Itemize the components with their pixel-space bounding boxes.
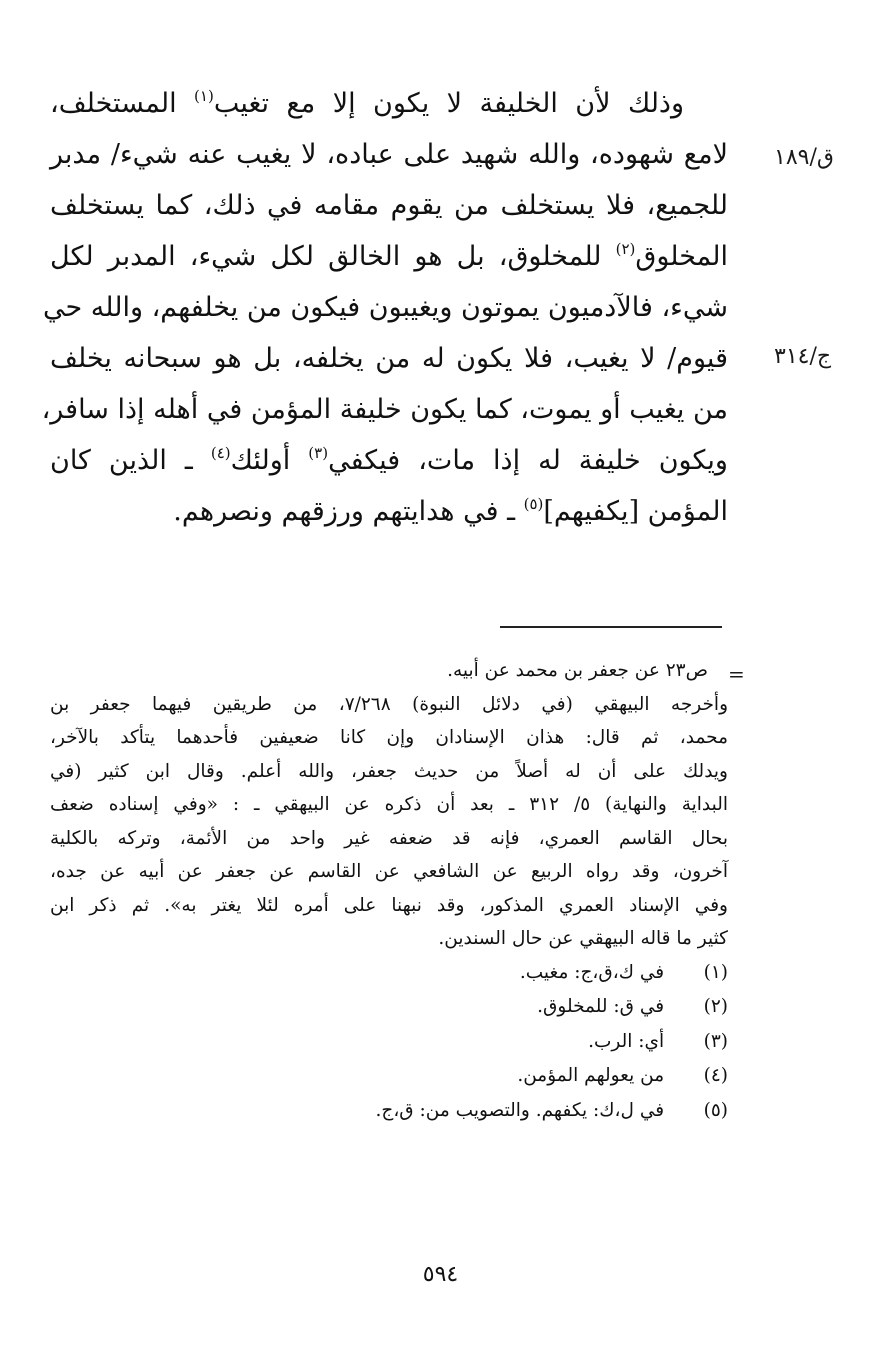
footnote-2 [50,990,728,1025]
footnote-ref-5[interactable]: (٥) [523,495,544,513]
footnote-3 [50,1025,728,1060]
footnote-text: من يعولهم المؤمن. [517,1065,665,1086]
continuation-line: ويدلك على أن له أصلاً من حديث جعفر، والله أعلم. وقال ابن كثير (في [50,760,728,782]
footnote-text: في ق: للمخلوق. [537,996,665,1017]
margin-note-manuscript-j: ج/٣١٤ [774,344,832,369]
main-line-9: المؤمن [يكفيهم]$^{(٥)}$ ـ في هدايتهم ورزقهم ونصرهم. [173,495,728,527]
main-text [41,78,728,537]
footnote-text: أي: الرب. [588,1030,665,1052]
page-number: ٥٩٤ [422,1262,459,1287]
footnote-number: (٥) [703,1099,728,1121]
footnote-ref-1[interactable]: (١) [194,87,214,105]
footnote-number: (٤) [703,1065,728,1086]
footnote-ref-2[interactable]: (٢) [615,240,636,258]
continuation-line: آخرون، وقد رواه الربيع عن الشافعي عن القاسم عن جعفر عن أبيه عن جده، [50,861,728,882]
footnote-number: (٢) [703,996,728,1017]
footnote-text: في ل،ك: يكفهم. والتصويب من: ق،ج. [375,1099,665,1121]
main-line-3: للجميع، فلا يستخلف من يقوم مقامه في ذلك، كما يستخلف [50,190,728,221]
footnote-1 [50,956,728,991]
footnote-number: (١) [703,961,728,983]
footnote-5 [50,1094,728,1129]
footnotes [50,654,728,1128]
footnote-continuation [50,654,728,956]
footnote-number: (٣) [703,1030,728,1052]
continuation-line: البداية والنهاية) ٥/ ٣١٢ ـ بعد أن ذكره عن البيهقي ـ : «وفي إسناده ضعف [50,794,728,815]
main-line-1: وذلك لأن الخليفة لا يكون إلا مع تغيب$^{(١)}$ المستخلف، [50,87,684,119]
main-line-8: ويكون خليفة له إذا مات، فيكفي$^{(٣)}$ أولئك$^{(٤)}$ ـ الذين كان [50,444,728,476]
main-line-7: من يغيب أو يموت، كما يكون خليفة المؤمن في أهله إذا سافر، [41,394,728,425]
footnote-4 [50,1059,728,1094]
footnote-ref-4[interactable]: (٤) [210,444,231,462]
footnote-ref-3[interactable]: (٣) [308,444,329,462]
continuation-mark: = [728,662,745,686]
footnote-list [50,956,728,1129]
main-line-6: قيوم/ لا يغيب، فلا يكون له من يخلفه، بل هو سبحانه يخلف [50,343,728,374]
continuation-line: وأخرجه البيهقي (في دلائل النبوة) ٧/٢٦٨، من طريقين فيهما جعفر بن [50,693,728,715]
continuation-line: بحال القاسم العمري، فإنه قد ضعفه غير واحد من الأئمة، وتركه بالكلية [50,827,728,849]
continuation-line: ص٢٣ عن جعفر بن محمد عن أبيه. [447,660,708,681]
continuation-line: كثير ما قاله البيهقي عن حال السندين. [438,928,728,949]
footnote-text: في ك،ق،ج: مغيب. [519,961,665,983]
main-line-5: شيء، فالآدميون يموتون ويغيبون فيكون من يخلفهم، والله حي [43,292,728,323]
margin-note-manuscript-q: ق/١٨٩ [774,145,834,170]
continuation-line: محمد، ثم قال: هذان الإسنادان وإن كانا ضعيفين فأحدهما يتأكد بالآخر، [50,727,728,748]
continuation-line: وفي الإسناد العمري المذكور، وقد نبهنا على أمره لئلا يغتر به». ثم ذكر ابن [50,894,728,916]
footnote-divider [500,626,722,628]
main-line-2: لامع شهوده، والله شهيد على عباده، لا يغيب عنه شيء/ مدبر [50,139,728,170]
main-line-4: المخلوق$^{(٢)}$ للمخلوق، بل هو الخالق لكل شيء، المدبر لكل [50,240,728,272]
